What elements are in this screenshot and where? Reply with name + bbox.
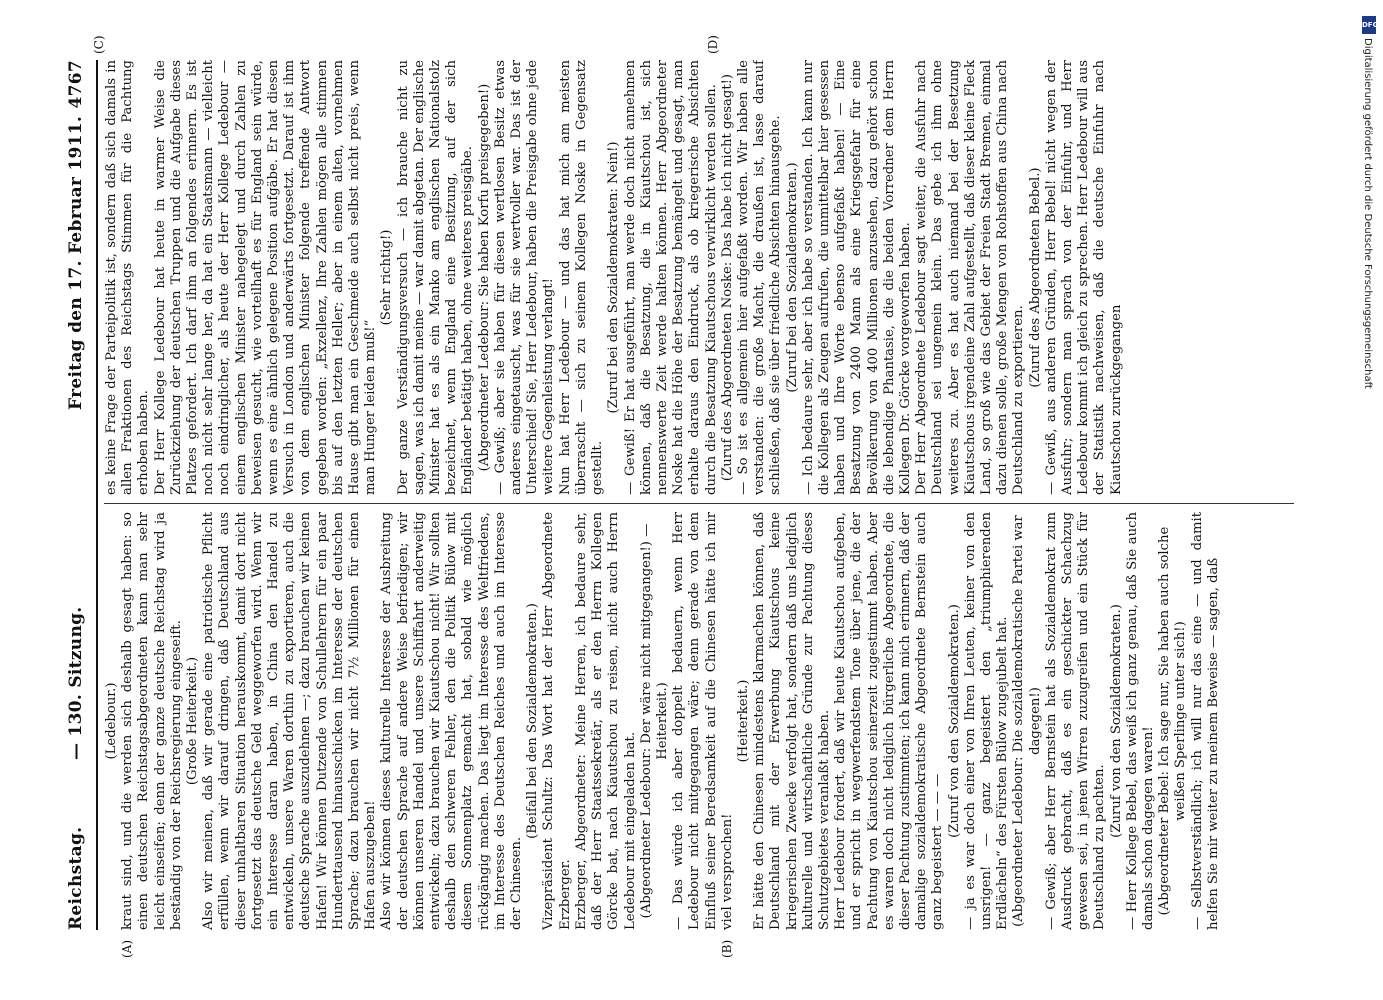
paragraph: (Zuruf bei den Sozialdemokraten.) [784, 162, 800, 393]
paragraph: Also wir können dieses kulturelle Interesse der Ausbreitung der deutschen Sprache auf andere Weise befriedigen; wir können unseren Handel und unsere Schiffahrt anderweitig entwickeln; dazu brauchen wir Kiautschou nicht! Wir sollten deshalb den schweren Fehler, den die Politik Bülow mit diesem Sonnenplatz gemacht hat, sobald wie möglich rückgängig machen. Das liegt im Interesse des Weltfriedens, im Interesse des Deutschen Reiches und auch im Interesse der Chinesen. [379, 512, 525, 930]
running-header [66, 60, 96, 930]
paragraph: — Gewiß; aber Herr Bernstein hat als Sozialdemokrat zum Ausdruck gebracht, daß es ein geschickter Schachzug gewesen sei, in jenen Wirren zuzugreifen und ein Stück für Deutschland zu pachten. [1043, 512, 1108, 930]
paragraph: (Beifall bei den Sozialdemokraten.) [525, 603, 541, 839]
paragraph: Also wir meinen, daß wir gerade eine patriotische Pflicht erfüllen, wenn wir darauf dringen, daß Deutschland aus dieser unhaltbaren Situation herauskommt, damit dort nicht fortgesetzt das deutsche Geld weggeworfen wird. Wenn wir ein Interesse daran haben, in China den Handel zu entwickeln, unsere Waren dorthin zu exportieren, auch die deutsche Sprache auszudehnen —; dazu brauchen wir keinen Hafen! Wir können Dutzende von Schullehrern für ein paar Hunderttausend hinausschicken im Interesse der deutschen Sprache; dazu brauchen wir nicht 7½ Millionen für einen Hafen auszugeben! [201, 512, 379, 930]
running-date: Freitag den 17. Februar 1911. [66, 115, 86, 410]
paragraph: kraut sind, und die werden sich deshalb gesagt haben: so einen deutschen Reichstagsabgeordneten kann man sehr leicht einseifen; denn der ganze deutsche Reichstag wird ja beständig von der Reichsregierung eingeseift. [120, 512, 184, 930]
paragraph: — Herr Kollege Bebel, das weiß ich ganz genau, daß Sie auch damals schon dagegen waren! [1124, 512, 1156, 930]
paragraph: Herr Ledebour fordert, daß wir heute Kiautschou aufgeben, und er spricht in wegwerfendstem Tone über jene, die der Pachtung von Kiautschou seinerzeit zugestimmt haben. Aber es waren doch nicht lediglich bürgerliche Abgeordnete, die dieser Pachtung zustimmten; ich kann mich erinnern, daß der damalige sozialdemokratische Abgeordnete Bernstein auch ganz begeistert — — — [833, 512, 946, 930]
paragraph: (Abgeordneter Bebel: Ich sage nur, Sie haben auch solche weißen Sperlinge unter sich!) [1157, 526, 1189, 916]
margin-mark-c: (C) [92, 35, 106, 54]
paragraph: (Ledebour.) [104, 682, 119, 760]
text-column-right [104, 60, 1294, 495]
paragraph: — So ist es allgemein hier aufgefaßt worden. Wir haben alle verstanden: die große Macht, die draußen ist, lasse darauf schließen, daß sie über friedliche Absichten hinausgehe. [735, 60, 784, 495]
paragraph: — Gewiß! Er hat ausgeführt, man werde doch nicht annehmen können, daß die Besatzung, die in Kiautschou ist, sich nennenswerte Zeit werde halten können. Herr Abgeordneter Noske hat die Höhe der Besatzung bemängelt und gesagt, man erhalte daraus den Eindruck, als ob kriegerische Absichten durch die Besatzung Kiautschous verwirklicht werden sollen. [622, 60, 719, 495]
paragraph: (Heiterkeit.) [735, 679, 751, 763]
margin-mark-d: (D) [706, 35, 720, 54]
paragraph: (Zuruf bei den Sozialdemokraten: Nein!) [606, 141, 622, 414]
running-title: Reichstag. [66, 826, 86, 930]
paragraph: — Gewiß, aus anderen Gründen, Herr Bebel! nicht wegen der Ausfuhr; sondern man sprach von der Einfuhr, und Herr Ledebour kommt ich gleich zu sprechen. Herr Ledebour will aus der Statistik nachweisen, daß die deutsche Einfuhr nach Kiautschou zurückgegangen [1043, 60, 1124, 495]
paragraph: Der ganze Verständigungsversuch — ich brauche nicht zu sagen, was ich damit meine — war damit abgetan. Der englische Minister hat es als ein Manko am englischen Nationalstolz bezeichnet, wenn England eine Besitzung, auf der sich Engländer betätigt haben, ohne weiteres preisgäbe. [395, 60, 476, 495]
header-rule [96, 60, 98, 930]
paragraph: — ja es war doch einer von Ihren Leuten, keiner von den unsrigen! — ganz begeistert den „triumphierenden Erdlächeln“ des Fürsten Bülow zugejubelt hat. [962, 512, 1011, 930]
paragraph: — Das würde ich aber doppelt bedauern, wenn Herr Ledebour nicht mitgegangen wäre; denn gerade von dem Einfluß seiner Beredsamkeit auf die Chinesen hätte ich mir viel versprochen! [671, 512, 735, 930]
running-session: — 130. Sitzung. [66, 606, 86, 760]
text-column-left [104, 512, 1294, 930]
paragraph: (Zuruf von den Sozialdemokraten.) [1108, 604, 1124, 838]
column-divider [104, 503, 1294, 504]
paragraph: (Sehr richtig!) [379, 229, 395, 326]
paragraph: — Selbstverständlich; ich will nur das eine — und damit helfen Sie mir weiter zu meinem Beweise — sagen, daß [1189, 512, 1221, 930]
digitization-credit [1361, 12, 1377, 992]
margin-mark-b: (B) [720, 939, 734, 958]
paragraph: Der Herr Abgeordnete Ledebour sagt weiter, die Ausfuhr nach Deutschland sei ungemein klein. Das gebe ich ihm ohne weiteres zu. Aber es hat auch niemand bei der Besetzung Kiautschous irgendeine Zahl aufgestellt, daß dieser kleine Fleck Land, so groß wie das Gebiet der Freien Stadt Bremen, einmal dazu dienen solle, große Mengen von Rohstoffen aus China nach Deutschland zu exportieren. [914, 60, 1027, 495]
paragraph: (Zuruf von den Sozialdemokraten.) [946, 604, 962, 838]
margin-mark-a: (A) [120, 939, 134, 958]
paragraph: (Große Heiterkeit.) [185, 656, 201, 786]
paragraph: Er hätte den Chinesen mindestens klarmachen können, daß Deutschland mit der Erwerbung Kiautschous keine kriegerischen Zwecke verfolgt hat, sondern daß uns lediglich kulturelle und wirtschaftliche Gründe zur Pachtung dieses Schutzgebietes veranlaßt haben. [752, 512, 832, 930]
paragraph: (Abgeordneter Ledebour: Die sozialdemokratische Partei war dagegen!) [1011, 515, 1043, 927]
paragraph: — Ich bedaure sehr, aber ich habe so verstanden. Ich kann nur die Kollegen als Zeugen aufrufen, die unmittelbar hier gesessen haben und Ihre Worte ebenso aufgefaßt haben! — Eine Besatzung von 2400 Mann als eine Kriegsgefahr für eine Bevölkerung von 400 Millionen anzusehen, dazu gehört schon die lebendige Phantasie, die die beiden Vorredner dem Herrn Kollegen Dr. Görcke vorgeworfen haben. [800, 60, 913, 495]
paragraph: Nun hat Herr Ledebour — und das hat mich am meisten überrascht — sich zu seinem Kollegen Noske in Gegensatz gestellt. [557, 60, 606, 495]
paragraph: Vizepräsident Schultz: Das Wort hat der Herr Abgeordnete Erzberger. [541, 512, 573, 930]
page-number: 4767 [66, 60, 86, 109]
credit-text: Digitalisierung gefördert durch die Deutsche Forschungsgemeinschaft [1362, 38, 1373, 389]
paragraph: es keine Frage der Parteipolitik ist, sondern daß sich damals in allen Fraktionen des Reichstags Stimmen für die Pachtung erhoben haben. [104, 60, 152, 495]
paragraph: Der Herr Kollege Ledebour hat heute in warmer Weise die Zurückziehung der deutschen Truppen und die Aufgabe dieses Platzes gefordert. Ich darf ihm an folgendes erinnern. Es ist noch nicht sehr lange her, da hat ein Staatsmann — vielleicht noch eindringlicher, als heute der Herr Kollege Ledebour — einem englischen Minister nahegelegt und durch Zahlen zu beweisen gesucht, wie vorteilhaft es für England sein würde, wenn es eine ähnlich gelegene Position aufgäbe. Er hat diesen Versuch in London und anderwärts fortgesetzt. Darauf ist ihm von dem englischen Minister folgende treffende Antwort gegeben worden: „Exzellenz, Ihre Zahlen mögen alle stimmen bis auf den letzten Heller; aber in einem alten, vornehmen Hause gibt man ein Geschmeide auch selbst nicht preis, wenn man Hunger leiden muß!“ [152, 60, 379, 495]
paragraph: — Gewiß; aber sie haben für diesen wertlosen Besitz etwas anderes eingetauscht, was für sie wertvoller war. Das ist der Unterschied! Sie, Herr Ledebour, haben die Preisgabe ohne jede weitere Gegenleistung verlangt! [492, 60, 557, 495]
paragraph: (Zuruf des Abgeordneten Bebel.) [1027, 167, 1043, 388]
dfg-logo: DFG [1362, 16, 1376, 34]
paragraph: Erzberger, Abgeordneter: Meine Herren, ich bedaure sehr, daß der Herr Staatssekretär, als er den Herrn Kollegen Görcke bat, nach Kiautschou zu reisen, nicht auch Herrn Ledebour mit eingeladen hat. [573, 512, 638, 930]
paragraph: (Zuruf des Abgeordneten Noske: Das habe ich nicht gesagt!) [719, 73, 735, 482]
paragraph: (Abgeordneter Ledebour: Der wäre nicht mitgegangen!) — Heiterkeit.) [638, 523, 670, 919]
paragraph: (Abgeordneter Ledebour: Sie haben Korfu preisgegeben!) [476, 83, 492, 472]
